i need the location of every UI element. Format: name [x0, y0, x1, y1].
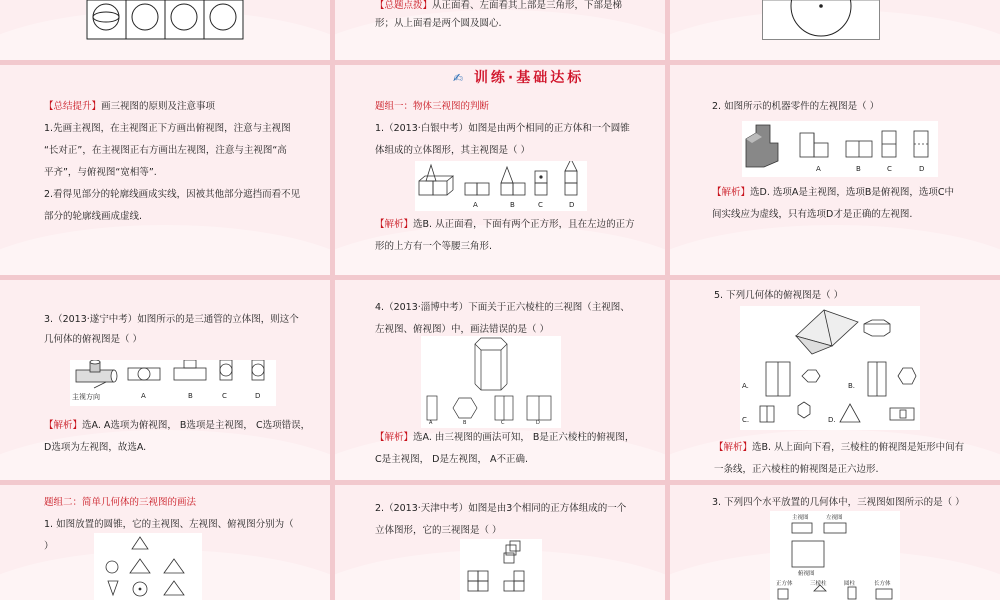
summary-tag: 【总结提升】: [44, 101, 102, 112]
slide-r1-c1: [0, 0, 330, 60]
slide-r1-c3: [670, 0, 1000, 60]
section-heading: 训练·基础达标: [473, 70, 585, 86]
slide-q6: 2.（2013·天津中考）如图是由3个相同的正方体组成的一个 立体图形，它的三视图是（ ）: [335, 485, 665, 600]
three-way-pipe-figure: 主视方向 A B C D: [70, 360, 276, 406]
concentric-circle-figure: [762, 0, 880, 40]
summary-title: 画三视图的原则及注意事项: [101, 101, 216, 112]
slide-q7: 3. 下列四个水平放置的几何体中，三视图如图所示的是（ ） 主视图 左视图 俯视图 正方体 三棱柱 圆柱 长方体: [670, 485, 1000, 600]
three-views-figure: 主视图 左视图 俯视图 正方体 三棱柱 圆柱 长方体: [770, 511, 900, 600]
circle-views-figure: [86, 0, 244, 40]
slide-q3: 3.（2013·遂宁中考）如图所示的是三通管的立体图，则这个 几何体的俯视图是（ ） 主视方向 A B C D 【解析】选A. A选项为俯视图， B选项是主视图， C选项错误， D选项为左视图，故选A.: [0, 280, 330, 480]
slide-q1: ✍ 训练·基础达标 题组一：物体三视图的判断 1.（2013·白银中考）如图是由两个相同的正方体和一个圆锥 体组成的立体图形，其主视图是（ ） A B C D 【解析】选B. 从正面看，下面有两个正方形，且在左边的正方 形的上方有一个等腰三角形.: [335, 65, 665, 275]
cone-views-figure: [94, 533, 202, 600]
book-icon: ✍: [453, 71, 467, 85]
tip-tag: 【总题点拨】: [375, 0, 433, 11]
three-cube-figure: [460, 539, 542, 600]
hexagonal-prism-figure: A B C D: [421, 336, 561, 428]
slide-summary: 【总结提升】画三视图的原则及注意事项 1.先画主视图，在主视图正下方画出俯视图，注意与主视图 “长对正”，在主视图正右方画出左视图，注意与主视图“高 平齐”，与俯视图“宽相等”. 2.看得见部分的轮廓线画成实线，因被其他部分遮挡而看不见 部分的轮廓线画成虚线.: [0, 65, 330, 275]
slide-q5: 5. 下列几何体的俯视图是（ ） A. B. C. D. 【解析】选B. 从上面向下看，三棱柱的俯视图是矩形中间有 一条线，正六棱柱的俯视图是正六边形.: [670, 280, 1000, 480]
slide-q4: 4.（2013·淄博中考）下面关于正六棱柱的三视图（主视图、 左视图、俯视图）中，画法错误的是（ ） A B C D 【解析】选A. 由三视图的画法可知， B是正六棱柱的俯视图， C是主视图， D是左视图， A不正确.: [335, 280, 665, 480]
tip-line2: 形；从上面看是两个圆及圆心.: [375, 18, 502, 29]
cube-cone-figure: A B C D: [415, 161, 587, 211]
prism-views-figure: A. B. C. D.: [740, 306, 920, 430]
machine-part-figure: A B C D: [742, 121, 938, 177]
group-one-title: 题组一：物体三视图的判断: [375, 101, 490, 112]
slide-q2: 2. 如图所示的机器零件的左视图是（ ） A B C D 【解析】选D. 选项A是主视图，选项B是俯视图，选项C中 间实线应为虚线，只有选项D才是正确的左视图.: [670, 65, 1000, 275]
slide-r1-c2: 【总题点拨】从正面看、左面看其上部是三角形，下部是梯 形；从上面看是两个圆及圆心.: [335, 0, 665, 60]
slide-group2: 题组二：简单几何体的三视图的画法 1. 如图放置的圆锥，它的主视图、左视图、俯视图分别为（ ）: [0, 485, 330, 600]
group-two-title: 题组二：简单几何体的三视图的画法: [44, 497, 197, 508]
